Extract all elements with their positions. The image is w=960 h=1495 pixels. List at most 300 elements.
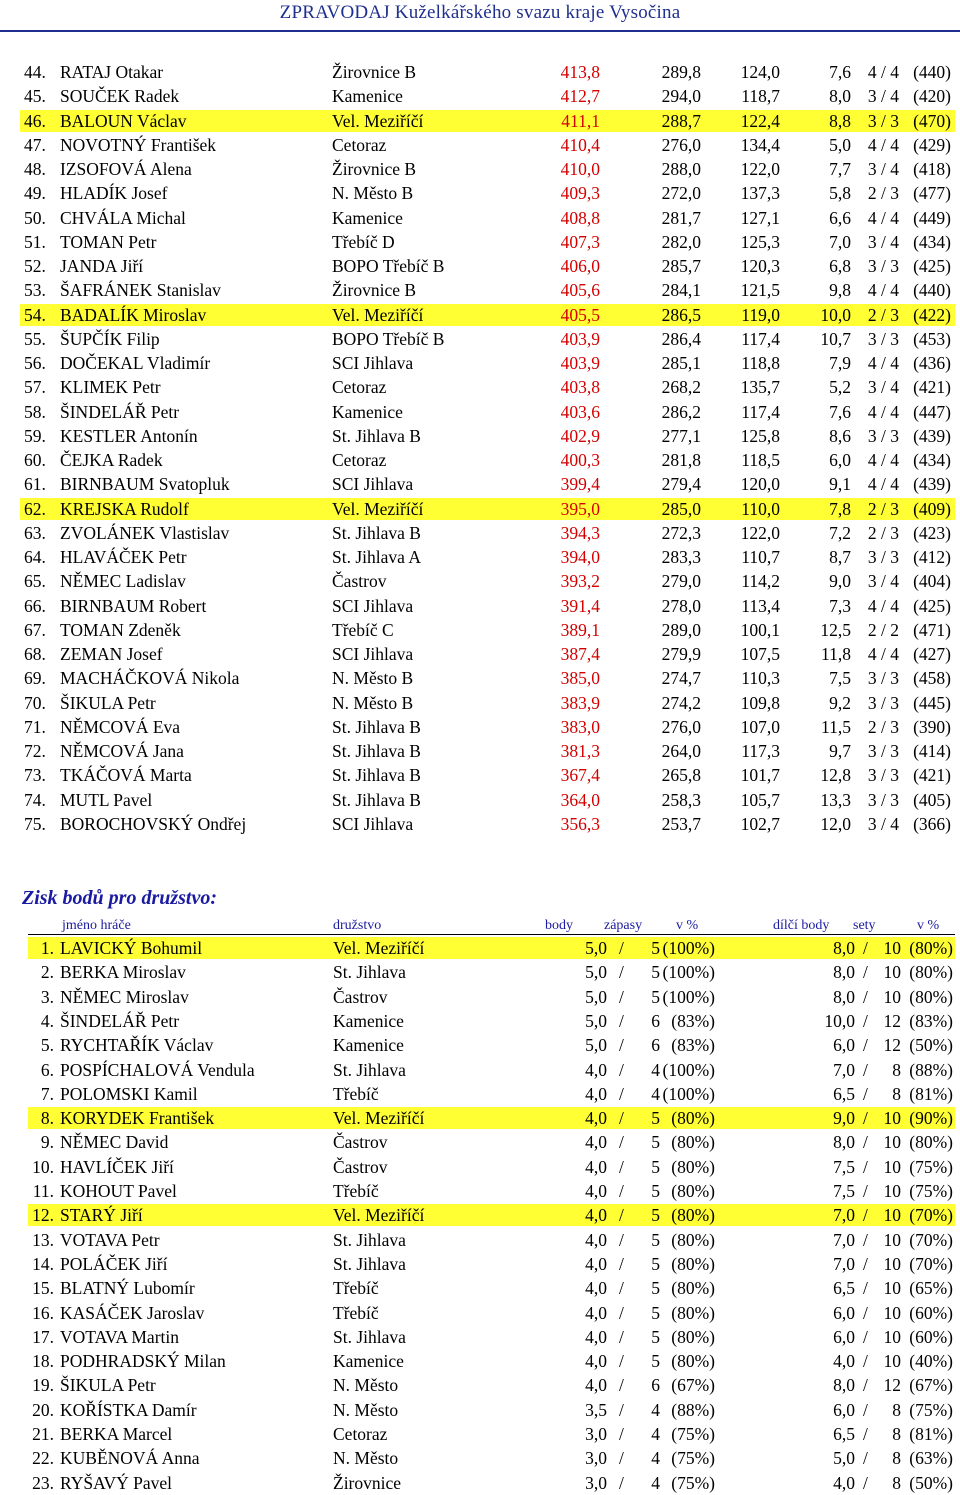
points-team: Žirovnice: [333, 1472, 402, 1493]
player-best: (439): [913, 425, 951, 446]
player-name: BADALÍK Miroslav: [60, 304, 207, 325]
player-best: (404): [913, 571, 951, 592]
player-team: Vel. Meziříčí: [332, 304, 424, 325]
points-pct: (100%): [662, 1059, 715, 1080]
points-name: LAVICKÝ Bohumil: [60, 938, 203, 958]
player-miss: 11,5: [821, 716, 851, 737]
player-sets: 3 / 4: [867, 813, 899, 834]
slash-separator: /: [619, 1278, 624, 1299]
points-sub: 8,0: [833, 1132, 855, 1153]
player-best: (449): [913, 207, 951, 228]
player-sets: 3 / 3: [867, 110, 899, 131]
player-name: KREJSKA Rudolf: [60, 498, 189, 519]
points-row: [28, 937, 955, 959]
player-num: 62.: [24, 498, 46, 519]
player-total: 391,4: [560, 595, 600, 616]
points-subtot: 12: [883, 1375, 901, 1396]
points-pct2: (83%): [909, 1010, 953, 1031]
points-points: 4,0: [585, 1253, 607, 1274]
points-points: 4,0: [585, 1083, 607, 1104]
player-best: (421): [913, 377, 951, 398]
points-pct: (100%): [662, 1083, 715, 1104]
player-best: (425): [913, 595, 951, 616]
points-sub: 5,0: [833, 1448, 855, 1469]
col-header-points: body: [545, 918, 573, 933]
points-sub: 7,5: [833, 1156, 855, 1177]
points-name: PODHRADSKÝ Milan: [60, 1351, 226, 1372]
player-best: (422): [913, 304, 951, 325]
points-name: HAVLÍČEK Jiří: [60, 1156, 174, 1177]
player-total: 367,4: [560, 765, 600, 786]
player-clear: 100,1: [740, 619, 780, 640]
player-team: St. Jihlava B: [332, 789, 421, 810]
player-team: Kamenice: [332, 86, 403, 107]
points-name: POLÁČEK Jiří: [60, 1253, 168, 1274]
points-num: 15.: [32, 1278, 54, 1299]
col-header-sub: dílčí body: [773, 918, 830, 933]
player-clear: 124,0: [740, 62, 780, 82]
player-clear: 134,4: [740, 134, 780, 155]
player-row: [20, 328, 955, 350]
player-miss: 9,7: [829, 741, 851, 761]
player-total: 383,0: [560, 716, 600, 737]
player-team: SCI Jihlava: [332, 353, 414, 373]
player-full: 286,5: [661, 304, 701, 325]
player-miss: 7,6: [829, 401, 851, 422]
slash-separator: /: [863, 962, 868, 983]
slash-separator: /: [863, 1326, 868, 1347]
player-sets: 4 / 4: [867, 450, 899, 470]
player-full: 285,1: [661, 353, 701, 373]
player-clear: 117,4: [741, 401, 780, 422]
player-total: 387,4: [560, 644, 600, 664]
points-pct2: (70%): [909, 1229, 953, 1250]
player-name: MUTL Pavel: [60, 789, 153, 810]
points-points: 4,0: [585, 1375, 607, 1396]
player-best: (420): [913, 86, 951, 107]
player-num: 70.: [24, 692, 46, 713]
player-num: 52.: [24, 256, 46, 276]
points-sub: 4,0: [833, 1472, 855, 1493]
player-team: Cetoraz: [332, 450, 387, 470]
player-total: 389,1: [560, 619, 600, 640]
slash-separator: /: [619, 1448, 624, 1469]
points-subtot: 10: [883, 1181, 901, 1201]
points-matches: 5: [651, 1181, 660, 1201]
points-points: 5,0: [585, 986, 607, 1007]
points-team: Cetoraz: [333, 1424, 388, 1444]
player-row: [20, 619, 955, 641]
player-team: N. Město B: [332, 668, 414, 689]
points-name: KASÁČEK Jaroslav: [60, 1302, 205, 1323]
points-sub: 6,5: [833, 1278, 855, 1299]
player-sets: 4 / 4: [867, 644, 899, 664]
player-name: BIRNBAUM Svatopluk: [60, 474, 230, 495]
player-num: 44.: [24, 62, 46, 82]
points-pct2: (81%): [909, 1083, 953, 1104]
points-points: 5,0: [585, 962, 607, 983]
player-total: 400,3: [560, 450, 600, 470]
player-clear: 101,7: [740, 765, 780, 786]
player-sets: 3 / 4: [867, 377, 899, 398]
player-sets: 4 / 4: [867, 401, 899, 422]
points-subtot: 10: [883, 1326, 901, 1347]
player-full: 276,0: [661, 716, 701, 737]
player-row: [20, 449, 955, 471]
player-num: 67.: [24, 619, 46, 640]
points-subtot: 10: [883, 1132, 901, 1153]
slash-separator: /: [863, 1205, 868, 1226]
points-points: 4,0: [585, 1156, 607, 1177]
points-sub: 7,0: [833, 1229, 855, 1250]
player-full: 265,8: [661, 765, 701, 786]
points-pct: (80%): [671, 1302, 715, 1323]
player-total: 383,9: [560, 692, 600, 713]
points-num: 11.: [32, 1181, 54, 1201]
player-full: 279,4: [661, 474, 701, 495]
player-name: NĚMCOVÁ Eva: [60, 716, 181, 737]
points-points: 5,0: [585, 1010, 607, 1031]
points-row: [28, 1156, 955, 1178]
player-name: HLAVÁČEK Petr: [60, 547, 187, 567]
points-pct: (67%): [671, 1375, 715, 1396]
slash-separator: /: [619, 1229, 624, 1250]
slash-separator: /: [619, 962, 624, 983]
points-num: 17.: [32, 1326, 54, 1347]
points-sub: 8,0: [833, 962, 855, 983]
player-team: BOPO Třebíč B: [332, 328, 445, 349]
player-clear: 121,5: [740, 280, 780, 301]
player-best: (471): [913, 619, 951, 640]
player-total: 403,9: [560, 353, 600, 373]
player-full: 286,4: [661, 328, 701, 349]
player-miss: 8,0: [829, 86, 851, 107]
player-total: 410,4: [560, 134, 600, 155]
slash-separator: /: [619, 1181, 624, 1201]
player-team: SCI Jihlava: [332, 644, 414, 664]
player-team: Žirovnice B: [332, 280, 417, 301]
slash-separator: /: [619, 1375, 624, 1396]
player-clear: 114,2: [741, 571, 780, 592]
player-total: 399,4: [560, 474, 600, 495]
player-miss: 9,1: [829, 474, 851, 495]
points-num: 21.: [32, 1424, 54, 1444]
player-name: TOMAN Petr: [60, 231, 157, 252]
player-row: [20, 522, 955, 544]
points-pct2: (75%): [909, 1399, 953, 1420]
slash-separator: /: [619, 1059, 624, 1080]
player-total: 364,0: [560, 789, 600, 810]
points-points: 5,0: [585, 938, 607, 958]
points-team: Vel. Meziříčí: [333, 1205, 425, 1226]
points-pct2: (81%): [909, 1424, 953, 1444]
slash-separator: /: [863, 1181, 868, 1201]
player-name: ŠAFRÁNEK Stanislav: [60, 280, 221, 301]
player-best: (429): [913, 134, 951, 155]
player-total: 407,3: [560, 231, 600, 252]
points-num: 19.: [32, 1375, 54, 1396]
player-clear: 107,0: [740, 716, 780, 737]
player-miss: 8,6: [829, 425, 851, 446]
slash-separator: /: [619, 1424, 624, 1444]
points-subtot: 10: [883, 1205, 901, 1226]
player-num: 57.: [24, 377, 46, 398]
player-total: 394,3: [560, 522, 600, 543]
points-num: 6.: [40, 1059, 54, 1080]
points-num: 16.: [32, 1302, 54, 1323]
player-best: (434): [913, 450, 951, 470]
points-team: Kamenice: [333, 1035, 404, 1056]
slash-separator: /: [863, 1278, 868, 1299]
points-matches: 5: [651, 1351, 660, 1372]
points-pct: (100%): [662, 986, 715, 1007]
player-num: 55.: [24, 328, 46, 349]
player-full: 274,7: [661, 668, 701, 689]
player-full: 278,0: [661, 595, 701, 616]
player-best: (418): [913, 159, 951, 179]
points-team: N. Město: [333, 1399, 399, 1420]
slash-separator: /: [619, 1302, 624, 1323]
player-sets: 3 / 3: [867, 692, 899, 713]
player-num: 71.: [24, 716, 46, 737]
player-clear: 102,7: [740, 813, 780, 834]
player-best: (445): [913, 692, 951, 713]
player-num: 64.: [24, 547, 46, 567]
slash-separator: /: [619, 938, 624, 958]
points-matches: 4: [651, 1083, 660, 1104]
player-sets: 3 / 3: [867, 547, 899, 567]
slash-separator: /: [863, 1448, 868, 1469]
player-num: 59.: [24, 425, 46, 446]
player-num: 73.: [24, 765, 46, 786]
points-points: 4,0: [585, 1059, 607, 1080]
points-points: 3,0: [585, 1424, 607, 1444]
player-miss: 12,5: [820, 619, 851, 640]
points-pct: (100%): [662, 962, 715, 983]
slash-separator: /: [863, 1351, 868, 1372]
player-miss: 5,8: [829, 183, 851, 204]
player-row: [20, 110, 955, 132]
slash-separator: /: [619, 1351, 624, 1372]
player-total: 395,0: [560, 498, 600, 519]
player-row: [20, 182, 955, 204]
player-clear: 117,3: [741, 741, 780, 761]
player-miss: 6,8: [829, 256, 851, 276]
points-name: KOŘÍSTKA Damír: [60, 1399, 197, 1420]
points-team: Kamenice: [333, 1010, 404, 1031]
player-name: NOVOTNÝ František: [60, 134, 217, 155]
slash-separator: /: [619, 1399, 624, 1420]
player-num: 60.: [24, 450, 46, 470]
player-sets: 3 / 3: [867, 741, 899, 761]
points-points: 3,0: [585, 1472, 607, 1493]
player-miss: 5,2: [829, 377, 851, 398]
points-pct2: (60%): [909, 1302, 953, 1323]
player-name: SOUČEK Radek: [60, 86, 180, 107]
player-row: [20, 789, 955, 811]
player-num: 46.: [24, 110, 46, 131]
player-sets: 4 / 4: [867, 280, 899, 301]
slash-separator: /: [863, 1035, 868, 1056]
player-sets: 4 / 4: [867, 595, 899, 616]
player-clear: 118,8: [741, 353, 780, 373]
points-pct: (88%): [671, 1399, 715, 1420]
points-row: [28, 1277, 955, 1299]
points-row: [28, 961, 955, 983]
points-num: 23.: [32, 1472, 54, 1493]
points-subtot: 10: [883, 986, 901, 1007]
player-clear: 113,4: [741, 595, 780, 616]
points-pct2: (70%): [909, 1253, 953, 1274]
player-num: 66.: [24, 595, 46, 616]
player-clear: 122,0: [740, 159, 780, 179]
points-team: Třebíč: [333, 1278, 379, 1299]
player-clear: 110,0: [741, 498, 780, 519]
points-sub: 8,0: [833, 986, 855, 1007]
player-total: 403,9: [560, 328, 600, 349]
player-total: 405,6: [560, 280, 600, 301]
player-team: Třebíč C: [332, 619, 394, 640]
points-pct: (100%): [662, 938, 715, 958]
points-subtot: 10: [883, 1278, 901, 1299]
player-miss: 13,3: [820, 789, 851, 810]
slash-separator: /: [863, 1399, 868, 1420]
col-header-team: družstvo: [333, 918, 382, 933]
player-sets: 4 / 4: [867, 207, 899, 228]
page-header: [0, 0, 960, 32]
points-subtot: 8: [892, 1472, 901, 1493]
player-total: 409,3: [560, 183, 600, 204]
slash-separator: /: [863, 1083, 868, 1104]
points-num: 5.: [40, 1035, 54, 1056]
player-row: [20, 570, 955, 592]
player-name: JANDA Jiří: [60, 256, 144, 276]
player-full: 281,8: [661, 450, 701, 470]
player-miss: 9,2: [829, 692, 851, 713]
slash-separator: /: [863, 1472, 868, 1493]
points-matches: 5: [651, 1302, 660, 1323]
player-row: [20, 643, 955, 665]
points-pct2: (75%): [909, 1181, 953, 1201]
player-total: 406,0: [560, 256, 600, 276]
points-points: 4,0: [585, 1326, 607, 1347]
points-name: KOHOUT Pavel: [60, 1181, 177, 1201]
player-total: 403,6: [560, 401, 600, 422]
player-sets: 2 / 3: [867, 498, 899, 519]
player-clear: 135,7: [740, 377, 780, 398]
points-subtot: 10: [883, 1302, 901, 1323]
points-name: RYŠAVÝ Pavel: [60, 1472, 172, 1493]
slash-separator: /: [863, 1132, 868, 1153]
player-full: 281,7: [661, 207, 701, 228]
points-row: [28, 1107, 955, 1129]
newsletter-title: ZPRAVODAJ Kuželkářského svazu kraje Vysočina: [279, 2, 681, 23]
col-header-sets: sety: [853, 918, 876, 933]
player-row: [20, 740, 955, 762]
player-row: [20, 813, 955, 835]
slash-separator: /: [863, 1229, 868, 1250]
points-team: St. Jihlava: [333, 1253, 406, 1274]
player-team: Kamenice: [332, 207, 403, 228]
player-name: IZSOFOVÁ Alena: [60, 159, 192, 179]
player-num: 68.: [24, 644, 46, 664]
points-num: 14.: [32, 1253, 54, 1274]
points-points: 4,0: [585, 1181, 607, 1201]
player-full: 284,1: [661, 280, 701, 301]
player-num: 45.: [24, 86, 46, 107]
points-subtot: 10: [883, 962, 901, 983]
slash-separator: /: [619, 1083, 624, 1104]
slash-separator: /: [619, 1010, 624, 1031]
player-clear: 118,7: [741, 86, 780, 107]
points-num: 4.: [40, 1010, 54, 1031]
player-num: 49.: [24, 183, 46, 204]
points-row: [28, 1326, 955, 1348]
player-sets: 3 / 3: [867, 668, 899, 689]
player-team: Třebíč D: [332, 231, 395, 252]
player-full: 285,0: [661, 498, 701, 519]
points-pct: (80%): [671, 1205, 715, 1226]
player-miss: 7,2: [829, 522, 851, 543]
points-row: [28, 986, 955, 1008]
slash-separator: /: [619, 1035, 624, 1056]
points-subtot: 10: [883, 1351, 901, 1372]
points-name: KORYDEK František: [60, 1108, 215, 1129]
points-matches: 5: [651, 962, 660, 983]
player-miss: 6,6: [829, 207, 851, 228]
player-team: St. Jihlava B: [332, 741, 421, 761]
player-full: 258,3: [661, 789, 701, 810]
points-team: Vel. Meziříčí: [333, 1108, 425, 1129]
player-full: 264,0: [661, 741, 701, 761]
player-best: (470): [913, 110, 951, 131]
slash-separator: /: [863, 1108, 868, 1129]
points-sub: 8,0: [833, 1375, 855, 1396]
points-matches: 5: [651, 1132, 660, 1153]
points-matches: 5: [651, 1205, 660, 1226]
player-miss: 12,8: [820, 765, 851, 786]
points-team: Kamenice: [333, 1351, 404, 1372]
player-name: CHVÁLA Michal: [60, 207, 186, 228]
player-team: Vel. Meziříčí: [332, 110, 424, 131]
points-pct: (83%): [671, 1035, 715, 1056]
player-num: 50.: [24, 207, 46, 228]
player-num: 58.: [24, 401, 46, 422]
points-pct: (80%): [671, 1351, 715, 1372]
points-row: [28, 1472, 955, 1494]
player-sets: 3 / 3: [867, 789, 899, 810]
points-pct2: (90%): [909, 1108, 953, 1129]
player-full: 272,3: [661, 522, 701, 543]
points-subtot: 10: [883, 1229, 901, 1250]
player-miss: 7,7: [829, 159, 851, 179]
points-subtot: 8: [892, 1083, 901, 1104]
points-pct: (75%): [671, 1424, 715, 1444]
player-miss: 7,3: [829, 595, 851, 616]
points-row: [28, 1083, 955, 1105]
slash-separator: /: [619, 1132, 624, 1153]
points-sub: 9,0: [833, 1108, 855, 1129]
points-row: [28, 1229, 955, 1251]
points-pct2: (80%): [909, 1132, 953, 1153]
player-best: (440): [913, 62, 951, 82]
player-full: 274,2: [661, 692, 701, 713]
player-row: [20, 546, 955, 568]
points-points: 4,0: [585, 1278, 607, 1299]
player-row: [20, 255, 955, 277]
player-full: 272,0: [661, 183, 701, 204]
col-header-pct: v %: [676, 918, 699, 933]
